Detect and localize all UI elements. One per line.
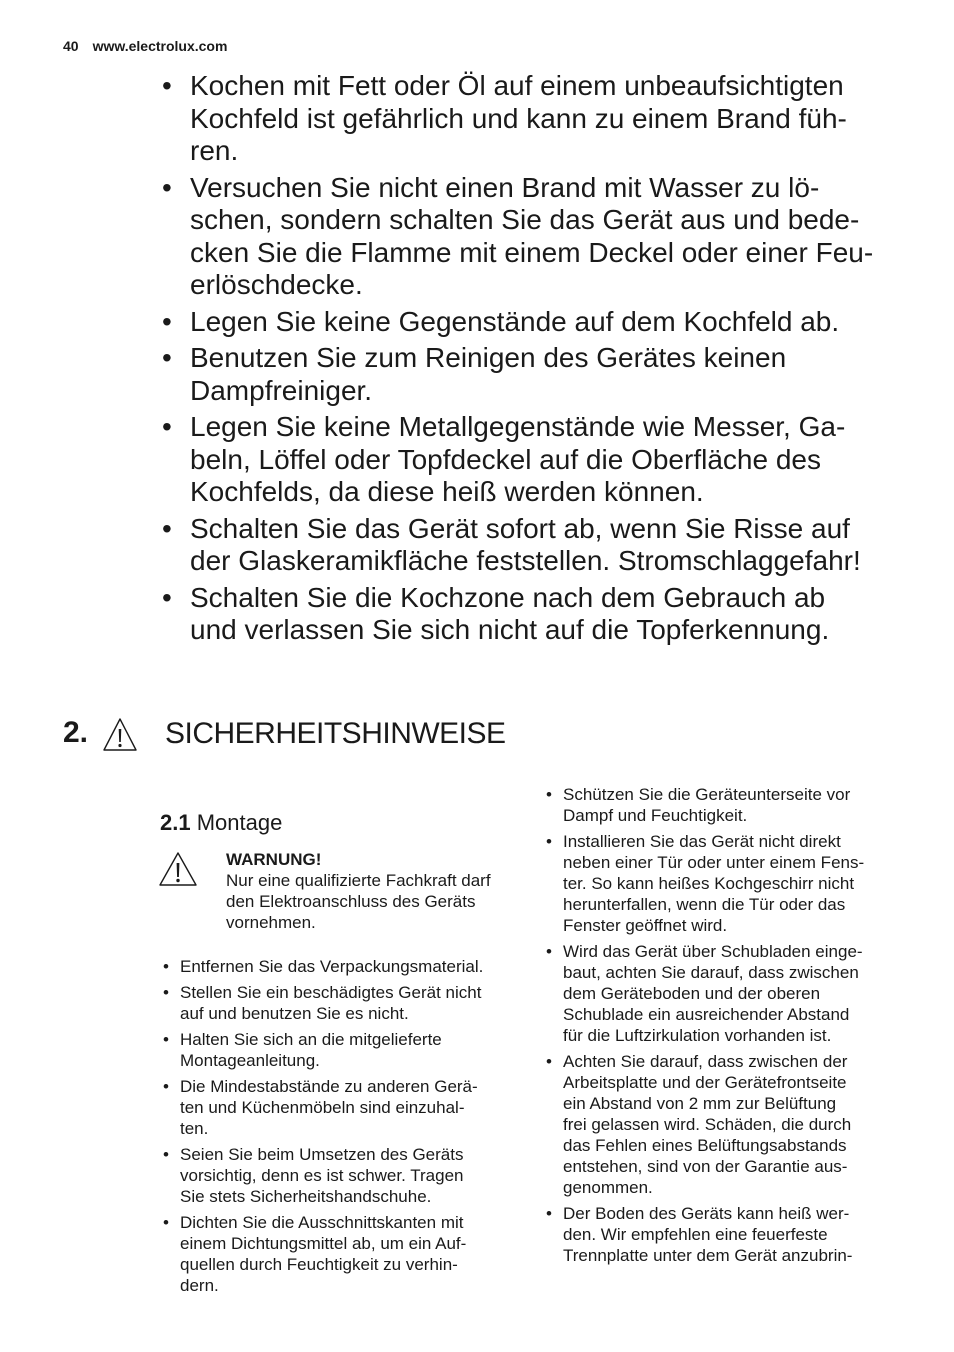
- list-item-line: vorsichtig, denn es ist schwer. Tragen: [180, 1166, 464, 1185]
- list-item: [160, 1212, 520, 1296]
- list-item-line: ten.: [180, 1119, 209, 1138]
- list-item-line: den. Wir empfehlen eine feuerfeste: [563, 1225, 828, 1244]
- list-item: [160, 342, 900, 407]
- list-item-line: frei gelassen wird. Schäden, die durch: [563, 1115, 852, 1134]
- list-item-line: der Glaskeramikfläche feststellen. Stromschlaggefahr!: [190, 545, 861, 576]
- list-item-line: ter. So kann heißes Kochgeschirr nicht: [563, 874, 855, 893]
- list-item-line: • Stellen Sie ein beschädigtes Gerät nicht: [180, 983, 482, 1002]
- list-item-line: ten und Küchenmöbeln sind einzuhal-: [180, 1098, 465, 1117]
- list-item-line: • Benutzen Sie zum Reinigen des Gerätes keinen: [190, 342, 787, 373]
- list-item-line: • Legen Sie keine Metallgegenstände wie Messer, Ga-: [190, 411, 846, 442]
- warning-icon: [157, 850, 199, 888]
- warning-box: [226, 849, 526, 933]
- list-item-line: • Versuchen Sie nicht einen Brand mit Wasser zu lö-: [190, 171, 820, 203]
- warning-title: WARNUNG!: [226, 850, 322, 869]
- section-title: SICHERHEITSHINWEISE: [165, 717, 506, 750]
- list-item-line: Trennplatte unter dem Gerät anzubrin-: [563, 1246, 853, 1265]
- list-item-line: beln, Löffel oder Topfdeckel auf die Oberfläche des: [190, 443, 821, 475]
- list-item-line: quellen durch Feuchtigkeit zu verhin-: [180, 1255, 458, 1274]
- list-item-line: • Legen Sie keine Gegenstände auf dem Kochfeld ab.: [190, 305, 840, 337]
- list-item-line: schen, sondern schalten Sie das Gerät aus und bede-: [190, 204, 860, 235]
- list-item-line: • Dichten Sie die Ausschnittskanten mit: [180, 1213, 464, 1232]
- list-item-line: Dampf und Feuchtigkeit.: [563, 806, 748, 825]
- list-item-line: Fenster geöffnet wird.: [563, 916, 728, 935]
- list-item-line: Sie stets Sicherheitshandschuhe.: [180, 1187, 432, 1206]
- list-item-line: genommen.: [563, 1178, 653, 1197]
- list-item-line: baut, achten Sie darauf, dass zwischen: [563, 963, 859, 982]
- page-number: 40: [63, 38, 79, 54]
- section-number: 2.: [63, 716, 89, 749]
- subsection-heading: [160, 810, 282, 836]
- list-item: [543, 831, 903, 936]
- list-item: [160, 1029, 520, 1071]
- list-item-line: • Achten Sie darauf, dass zwischen der: [563, 1052, 848, 1071]
- list-item-line: • Halten Sie sich an die mitgelieferte: [180, 1030, 442, 1049]
- list-item-line: erlöschdecke.: [190, 269, 363, 300]
- list-item: [160, 1144, 520, 1207]
- list-item: [160, 172, 900, 302]
- list-item-line: • Seien Sie beim Umsetzen des Geräts: [180, 1145, 464, 1164]
- warning-triangle-icon: [101, 716, 139, 754]
- list-item-line: Arbeitsplatte und der Gerätefrontseite: [563, 1073, 847, 1092]
- warning-text-line: den Elektroanschluss des Geräts: [226, 892, 476, 911]
- list-item-line: für die Luftzirkulation vorhanden ist.: [563, 1026, 832, 1045]
- list-item-line: ein Abstand von 2 mm zur Belüftung: [563, 1094, 837, 1113]
- warning-text-line: vornehmen.: [226, 913, 316, 932]
- list-item-line: • Der Boden des Geräts kann heiß wer-: [563, 1204, 850, 1223]
- list-item-line: • Schalten Sie die Kochzone nach dem Gebrauch ab: [190, 581, 826, 613]
- list-item-line: und verlassen Sie sich nicht auf die Topferkennung.: [190, 614, 830, 645]
- list-item-line: Schublade ein ausreichender Abstand: [563, 1005, 850, 1024]
- list-item-line: • Kochen mit Fett oder Öl auf einem unbeaufsichtigten: [190, 70, 844, 101]
- page-header: [63, 38, 227, 54]
- list-item-line: cken Sie die Flamme mit einem Deckel oder einer Feu-: [190, 236, 874, 268]
- list-item: [543, 1051, 903, 1198]
- list-item-line: das Fehlen eines Belüftungsabstands: [563, 1136, 847, 1155]
- list-item-line: herunterfallen, wenn die Tür oder das: [563, 895, 846, 914]
- list-item-line: ren.: [190, 135, 239, 166]
- list-item-line: Kochfeld ist gefährlich und kann zu einem Brand füh-: [190, 102, 847, 134]
- right-bullet-list: [543, 784, 903, 1271]
- list-item: [160, 513, 900, 578]
- list-item-line: Kochfelds, da diese heiß werden können.: [190, 476, 704, 507]
- list-item: [160, 70, 900, 168]
- list-item-line: Dampfreiniger.: [190, 374, 373, 406]
- list-item-line: neben einer Tür oder unter einem Fens-: [563, 853, 865, 872]
- website-link[interactable]: www.electrolux.com: [92, 38, 228, 54]
- list-item: [160, 982, 520, 1024]
- list-item-line: • Die Mindestabstände zu anderen Gerä-: [180, 1077, 478, 1096]
- list-item-line: entstehen, sind von der Garantie aus-: [563, 1157, 848, 1176]
- list-item-line: • Entfernen Sie das Verpackungsmaterial.: [180, 957, 484, 976]
- list-item: [543, 1203, 903, 1266]
- list-item: [543, 941, 903, 1046]
- warning-text-line: Nur eine qualifizierte Fachkraft darf: [226, 871, 491, 890]
- list-item-line: • Schützen Sie die Geräteunterseite vor: [563, 785, 851, 804]
- top-bullet-list: [160, 70, 900, 651]
- list-item: [160, 306, 900, 339]
- list-item-line: Montageanleitung.: [180, 1051, 320, 1070]
- list-item-line: einem Dichtungsmittel ab, um ein Auf-: [180, 1234, 467, 1253]
- list-item-line: • Wird das Gerät über Schubladen einge-: [563, 942, 863, 961]
- section-heading: [63, 716, 663, 760]
- subsection-number: 2.1: [160, 810, 191, 835]
- list-item: [160, 1076, 520, 1139]
- left-bullet-list: [160, 956, 520, 1301]
- list-item: [160, 582, 900, 647]
- list-item: [160, 411, 900, 509]
- list-item-line: dem Geräteboden und der oberen: [563, 984, 821, 1003]
- list-item-line: • Installieren Sie das Gerät nicht direkt: [563, 832, 841, 851]
- list-item: [543, 784, 903, 826]
- list-item-line: • Schalten Sie das Gerät sofort ab, wenn Sie Risse auf: [190, 512, 850, 544]
- list-item: [160, 956, 520, 977]
- list-item-line: auf und benutzen Sie es nicht.: [180, 1004, 409, 1023]
- subsection-title: Montage: [196, 810, 283, 835]
- list-item-line: dern.: [180, 1276, 219, 1295]
